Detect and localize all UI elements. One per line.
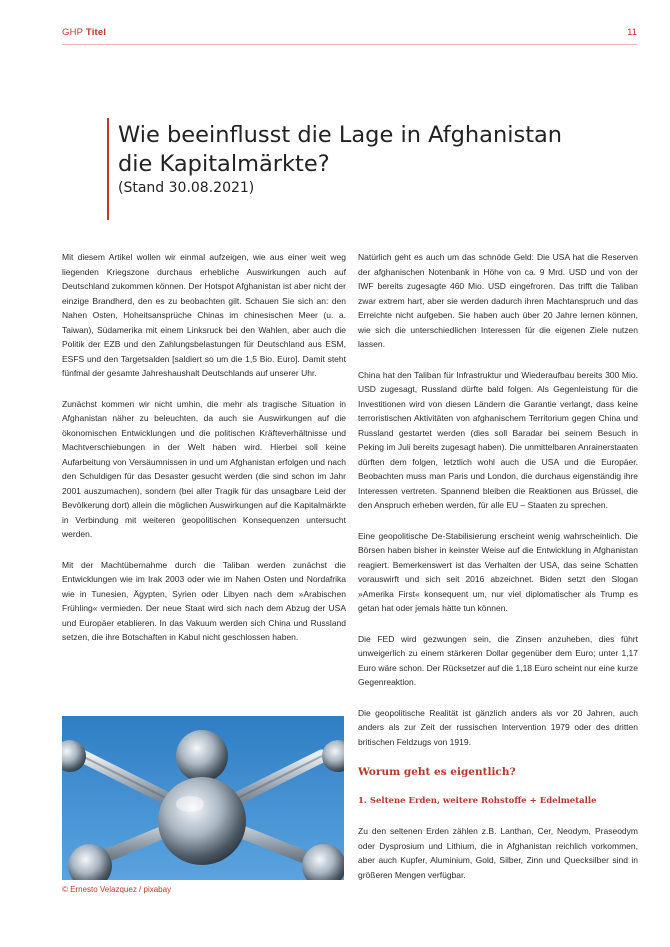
paragraph: Mit diesem Artikel wollen wir einmal aufzeigen, wie aus einer weit weg liegenden Kriegszone durchaus erhebliche Auswirkungen auch auf Deutschland zukommen können. Der Hotspot Afghanistan ist aber nicht der einzige Brandherd, den es zu beobachten gilt. Schauen Sie sich an: den Nahen Osten, Hoheitsansprüche Chinas im chinesischen Meer (u. a. Taiwan), Südamerika mit einem Linksruck bei den Wahlen, aber auch die Politik der EZB und den Zahlungsbelastungen für Deutschland aus ESM, ESFS und den Targetsalden [saldiert so um die 1,5 Bio. Euro]. Damit steht fünfmal der gesamte Jahreshaushalt Deutschlands auf unserer Uhr. [62, 252, 346, 378]
title-line-1: Wie beeinflusst die Lage in Afghanistan [118, 122, 563, 148]
photo-credit: © Ernesto Velazquez / pixabay [62, 885, 172, 894]
left-column [62, 250, 346, 661]
header-prefix: GHP [62, 27, 86, 38]
paragraph: Die geopolitische Realität ist gänzlich anders als vor 20 Jahren, auch anders als zur Zeit der russischen Intervention 1979 oder des dritten britischen Feldzugs von 1919. [358, 707, 638, 747]
paragraph: Mit der Machtübernahme durch die Taliban werden zunächst die Entwicklungen wie im Irak 2003 oder wie im Nahen Osten und Nordafrika wie in Tunesien, Ägypten, Syrien oder Libyen nach dem »Arabischen Frühling« vermieden. Der neue Staat wird sich nach dem Abzug der USA und Europäer etablieren. In das Vakuum werden sich China und Russland setzen, die ihre Botschaften in Kabul nicht geschlossen haben. [62, 559, 346, 642]
article-subtitle: (Stand 30.08.2021) [118, 180, 255, 196]
header-rule [62, 44, 637, 45]
atomium-photo [62, 716, 344, 880]
paragraph: Die FED wird gezwungen sein, die Zinsen anzuheben, dies führt unweigerlich zu einem stärkeren Dollar gegenüber dem Euro; unter 1,17 Euro wäre schon. Der Rücksetzer auf die 1,18 Euro scheint nur eine kurze Gegenreaktion. [358, 633, 638, 687]
subsection-heading: 1. Seltene Erden, weitere Rohstoffe + Edelmetalle [358, 795, 597, 806]
right-column [358, 250, 638, 898]
header-section: Titel [85, 27, 107, 38]
article-title [118, 121, 588, 179]
paragraph: Natürlich geht es auch um das schnöde Geld: Die USA hat die Reserven der afghanischen Notenbank in Höhe von ca. 9 Mrd. USD und von der IWF bereits zugesagte 460 Mio. USD eingefroren. Das trifft die Taliban zwar extrem hart, aber sie werden dadurch ihren Machtanspruch und das Erreichte nicht aufgeben. Sie haben auch über 20 Jahre lernen können, wie sich die unterschiedlichen Interessen für die eigenen Ziele nutzen lassen. [358, 252, 638, 349]
paragraph: Zunächst kommen wir nicht umhin, die mehr als tragische Situation in Afghanistan näher zu beleuchten, da auch sie Auswirkungen auf die ökonomischen Entwicklungen und die politischen Kräfteverhältnisse und Machtverschiebungen in der Welt haben wird. Hierbei soll keine Aufarbeitung von Versäumnissen in und um Afghanistan erfolgen und nach den Schuldigen für das Desaster gesucht werden (die sind schon im Jahr 2001 auszumachen), sondern (bei aller Tragik für das unsagbare Leid der Bevölkerung dort) allein die möglichen Auswirkungen auf die Kapitalmärkte in Verbindung mit weiteren geopolitischen Konsequenzen untersucht werden. [62, 398, 346, 539]
section-heading: Worum geht es eigentlich? [358, 766, 516, 778]
running-header [62, 27, 106, 38]
paragraph: Zu den seltenen Erden zählen z.B. Lanthan, Cer, Neodym, Praseodym oder Dysprosium und Lithium, die in Afghanistan reichlich vorkommen, aber auch Kupfer, Aluminium, Gold, Silber, Zinn und Quecksilber sind in größeren Mengen verfügbar. [358, 826, 638, 880]
title-line-2: die Kapitalmärkte? [118, 151, 330, 177]
title-accent-bar [107, 118, 109, 220]
paragraph: Eine geopolitische De-Stabilisierung erscheint wenig wahrscheinlich. Die Börsen haben bisher in keinster Weise auf die Entwicklung in Afghanistan reagiert. Bemerkenswert ist das Verhalten der USA, das seine Schatten vorauswirft und sich seit 2016 abzeichnet. Biden setzt den Slogan »Amerika First« konsequent um, nur viel diplomatischer als Trump es getan hat oder jemals hätte tun können. [358, 530, 638, 613]
paragraph: China hat den Taliban für Infrastruktur und Wiederaufbau bereits 300 Mio. USD zugesagt, Russland dürfte bald folgen. Als Gegenleistung für die Investitionen wird von diesen Ländern die Garantie verlangt, dass keine terroristischen Aktivitäten von afghanischem Territorium gegen China und Russland gestartet werden (dies soll Baradar bei seinem Besuch in Peking im Juli bereits zugesagt haben). Die unmittelbaren Anrainerstaaten dürften dem folgen, letztlich wohl auch die USA und die Europäer. Beobachten muss man Paris und London, die durchaus eigenständig ihre Interessen vertreten. Spannend bleiben die Reaktionen aus Brüssel, die den Anspruch erheben werden, für alle EU – Staaten zu sprechen. [358, 369, 638, 510]
page-number: 11 [627, 27, 637, 38]
